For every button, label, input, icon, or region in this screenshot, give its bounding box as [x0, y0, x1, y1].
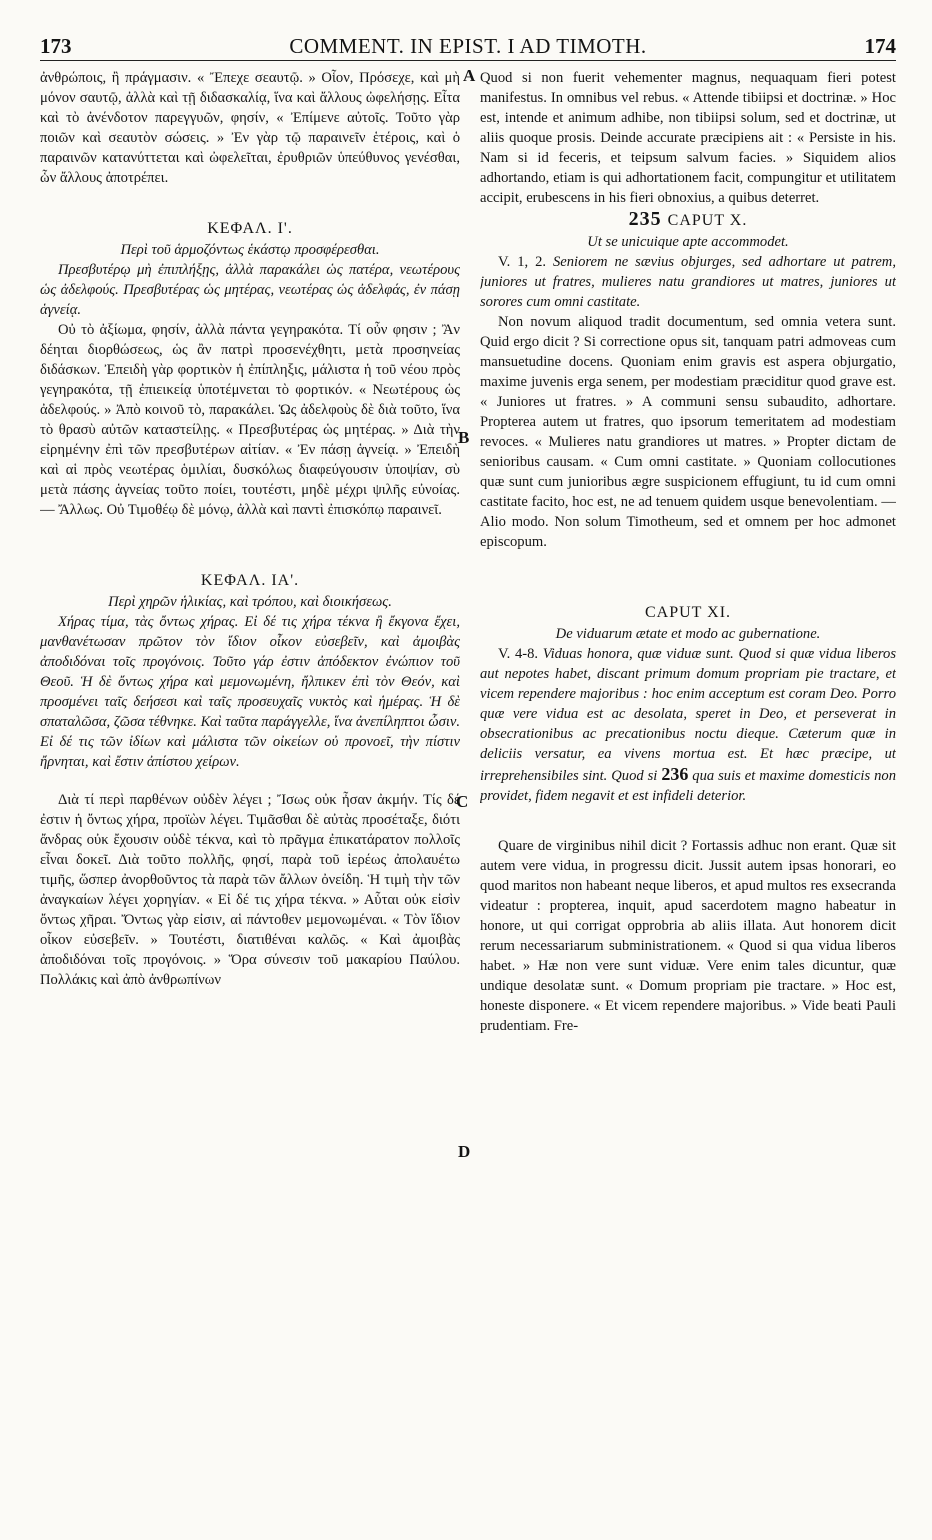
greek-chapter-11-heading: ΚΕΦΑΛ. ΙΑ'.	[200, 572, 300, 589]
greek-chapter-10-heading: ΚΕΦΑΛ. Ι'.	[207, 220, 293, 237]
latin-chapter-11-commentary: Quare de virginibus nihil dicit ? Fortassis adhuc non erant. Quæ sit autem vere vidua, in progressu dicit. Jussit autem ipsas honorari, eo quod maritos non habeant neque liberos, et apud multos res exsecranda videatur : propterea, inquit, apud sacerdotem magno habeatur in honore, ut qui corrigat opprobria ab aliis illata. Aut honorem dicit rerum necessariarum subministrationem. « Quod si qua vidua liberos habet. » Hæ non vere sunt viduæ. Vere enim tales dicuntur, quæ undique desolatæ sunt. « Domum propriam pie tractare. » Hoc est, honeste disponere. « Et vicem rependere majoribus. » Vide beati Pauli prudentiam. Fre-	[480, 838, 896, 1034]
latin-chapter-10-verse	[480, 252, 896, 312]
page-number-left: 173	[40, 34, 72, 58]
latin-chapter-11-verse	[480, 644, 896, 806]
margin-marker-b: B	[458, 428, 470, 447]
running-title: COMMENT. IN EPIST. I AD TIMOTH.	[289, 34, 647, 58]
latin-chapter-11-subtitle: De viduarum ætate et modo ac gubernatione.	[555, 626, 821, 642]
latin-chapter-10-verse-text: Seniorem ne sævius objurges, sed adhortare ut patrem, juniores ut fratres, mulieres natu grandiores ut matres, juniores ut sorores cum omni castitate.	[480, 254, 896, 310]
latin-intro-paragraph: Quod si non fuerit vehementer magnus, nequaquam fieri potest manifestus. In omnibus vel rebus. « Attende tibiipsi et doctrinæ. » Hoc est, intende et animum adhibe, non tibiipsi solum, sed et doctrinæ, ut aliis quoque prosis. Deinde accurate præcipiens ait : « Persiste in his. Nam si id feceris, et teipsum salvum facies. » Siquidem alios adhortando, etiam is qui adhortationem facit, compungitur et utilitatem accipit, erubescens in his fieri obnoxius, a quibus deterret.	[480, 70, 896, 206]
latin-chapter-11-verse-ref: V. 4-8.	[498, 646, 539, 662]
greek-chapter-10-subtitle: Περὶ τοῦ ἁρμοζόντως ἑκάστῳ προσφέρεσθαι.	[120, 242, 380, 258]
page-number-right: 174	[864, 34, 896, 58]
greek-chapter-11-commentary: Διὰ τί περὶ παρθένων οὐδὲν λέγει ; Ἴσως οὐκ ἦσαν ἀκμήν. Τίς δέ ἐστιν ἡ ὄντως χήρα, προϊὼν λέγει. Τιμᾶσθαι δὲ αὐτὰς προσέταξε, διότι ἄνδρας οὐκ ἔχουσιν οὐδὲ τέκνα, καὶ τὸ πρᾶγμα ἐπικατάρατον πολλοῖς εἶναι δοκεῖ. Διὰ τοῦτο πολλῆς, φησί, παρὰ τοῦ ἱερέως ἀπολαυέτω τιμῆς, ὥσπερ ἀνορθοῦντος τὰ παρὰ τῶν ἄλλων ὀνείδη. Ἡ τιμὴ τὴν τῶν ἀναγκαίων λέγει χορηγίαν. « Εἰ δέ τις χήρα τέκνα. » Αὗται οὐκ εἰσὶν ὄντως χῆραι. Ὄντως γὰρ εἰσιν, αἱ πάντοθεν μεμονωμέναι. « Τὸν ἴδιον οἶκον εὐσεβεῖν. » Τουτέστι, διατιθέναι καλῶς. « Καὶ ἀμοιβὰς ἀποδιδόναι τοῖς προγόνοις. » Ὅρα σύνεσιν τοῦ μακαρίου Παύλου. Πολλάκις καὶ ἀπὸ ἀνθρωπίνων	[40, 792, 460, 988]
greek-chapter-11-verse: Χήρας τίμα, τὰς ὄντως χήρας. Εἰ δέ τις χήρα τέκνα ἢ ἔκγονα ἔχει, μανθανέτωσαν πρῶτον τὸν ἴδιον οἶκον εὐσεβεῖν, καὶ ἀμοιβὰς ἀποδιδόναι τοῖς προγόνοις. Τοῦτο γάρ ἐστιν ἀπόδεκτον ἐνώπιον τοῦ Θεοῦ. Ἡ δὲ ὄντως χήρα καὶ μεμονωμένη, ἤλπικεν ἐπὶ τὸν Θεόν, καὶ προσμένει ταῖς δεήσεσι καὶ ταῖς προσευχαῖς νυκτὸς καὶ ἡμέρας. Ἡ δὲ σπαταλῶσα, ζῶσα τέθνηκε. Καὶ ταῦτα παράγγελλε, ἵνα ἀνεπίληπτοι ὦσιν. Εἰ δέ τις τῶν ἰδίων καὶ μάλιστα τῶν οἰκείων οὐ προνοεῖ, τὴν πίστιν ἤρνηται, καὶ ἔστιν ἀπίστου χείρων.	[40, 614, 460, 770]
margin-marker-c: C	[456, 792, 469, 811]
greek-chapter-10-commentary: Οὐ τὸ ἀξίωμα, φησίν, ἀλλὰ πάντα γεγηρακότα. Τί οὖν φησιν ; Ἂν δέηται διορθώσεως, ὡς ἂν πατρὶ προσενέχθητι, μετὰ προσηνείας διδάσκων. Ἐπειδὴ γὰρ φορτικὸν ἡ ἐπίπληξις, μάλιστα ἡ τοῦ νέου πρὸς γεγηρακότα, τῇ ἐπιεικείᾳ ὑποτέμνεται τὸ φορτικόν. « Νεωτέρους ὡς ἀδελφούς. » Ἀπὸ κοινοῦ τὸ, παρακάλει. Ὡς ἀδελφοὺς δὲ διὰ τοῦτο, ἵνα τὸ θρασὺ αὐτῶν καταστείλῃς. « Πρεσβυτέρας ὡς μητέρας. » Διὰ τὴν εἰρημένην ἐπὶ τῶν πρεσβυτέρων αἰτίαν. « Ἐν πάσῃ ἁγνείᾳ. » Ἐπειδὴ καὶ αἱ πρὸς νεωτέρας ὁμιλίαι, δυσκόλως διαφεύγουσιν ὑποψίαν, σὺ μετὰ πάσης ἁγνείας τοῦτο ποίει, τουτέστι, μηδὲ μέχρι ψιλῆς εὐνοίας. — Ἄλλως. Οὐ Τιμοθέῳ δὲ μόνῳ, ἀλλὰ καὶ παντὶ ἐπισκόπῳ παραινεῖ.	[40, 322, 460, 518]
greek-chapter-10-verse: Πρεσβυτέρῳ μὴ ἐπιπλήξῃς, ἀλλὰ παρακάλει ὡς πατέρα, νεωτέρους ὡς ἀδελφούς. Πρεσβυτέρας ὡς μητέρας, νεωτέρας ὡς ἀδελφάς, ἐν πάσῃ ἁγνείᾳ.	[40, 262, 460, 318]
greek-intro-paragraph: ἀνθρώποις, ἢ πράγμασιν. « Ἔπεχε σεαυτῷ. » Οἷον, Πρόσεχε, καὶ μὴ μόνον σαυτῷ, ἀλλὰ καὶ τῇ διδασκαλίᾳ, ἵνα καὶ ἄλλους ὠφελήσῃς. Εἶτα καὶ τὸ ἀνένδοτον παρεγγυῶν, φησίν, « Ἐπίμενε αὐτοῖς. Τοῦτο γὰρ ποιῶν καὶ σεαυτὸν σώσεις. » Ἐν γὰρ τῷ παραινεῖν ἑτέροις, καὶ ὁ παραινῶν κατανύττεται καὶ ὠφελεῖται, ἐρυθριῶν ὑπεύθυνος γενέσθαι, ὧν ἄλλους ἀποτρέπει.	[40, 70, 460, 186]
latin-chapter-10-title	[480, 208, 896, 232]
latin-chapter-10-subtitle: Ut se unicuique apte accommodet.	[587, 234, 789, 250]
latin-column	[480, 68, 896, 1508]
column-number-236: 236	[661, 764, 689, 784]
latin-chapter-11-heading: CAPUT XI.	[644, 604, 732, 621]
margin-marker-d: D	[458, 1142, 471, 1161]
latin-chapter-11-verse-text-b: qua suis et maxime domesticis non providet, fidem negavit et est infideli deterior.	[480, 768, 896, 804]
margin-marker-a: A	[463, 66, 476, 85]
greek-chapter-11-subtitle: Περὶ χηρῶν ἡλικίας, καὶ τρόπου, καὶ διοικήσεως.	[108, 594, 392, 610]
column-number-235: 235	[628, 208, 662, 230]
latin-chapter-10-commentary: Non novum aliquod tradit documentum, sed omnia vetera sunt. Quid ergo dicit ? Si correctione opus sit, tanquam patri admoveas cum mansuetudine docens. Quoniam enim gravis est aspera objurgatio, maxime juvenis erga senem, per modestiam præciditur quod grave est. « Juniores ut fratres. » A communi sensu subaudito, adhortare. Propterea autem ut fratres, quo ipsorum temeritatem ad modestiam revoces. « Mulieres natu grandiores ut matres. » Propter dictam de senioribus causam. « Cum omni castitate. » Quoniam collocutiones quæ sunt cum junioribus ægre suspicionem effugiunt, tu id cum omni castitate facito, hoc est, ne ad tenuem quidem usque benevolentiam. — Alio modo. Non solum Timotheum, sed et omnem per hoc admonet episcopum.	[480, 314, 896, 550]
running-header	[40, 34, 896, 61]
greek-column	[40, 68, 460, 1508]
latin-chapter-10-verse-ref: V. 1, 2.	[498, 254, 547, 270]
latin-chapter-10-heading: CAPUT X.	[667, 212, 748, 229]
latin-chapter-11-verse-text-a: Viduas honora, quæ viduæ sunt. Quod si quæ vidua liberos aut nepotes habet, discant primum domum propriam pie tractare, et vicem rependere majoribus : hoc enim acceptum est coram Deo. Porro quæ vere vidua est ac desolata, speret in Deo, et perseverat in obsecrationibus ac precationibus noctu dieque. Cæterum quæ in deliciis versatur, ea vivens mortua est. Et hæc præcipe, ut irreprehensibiles sint. Quod si	[480, 646, 896, 784]
